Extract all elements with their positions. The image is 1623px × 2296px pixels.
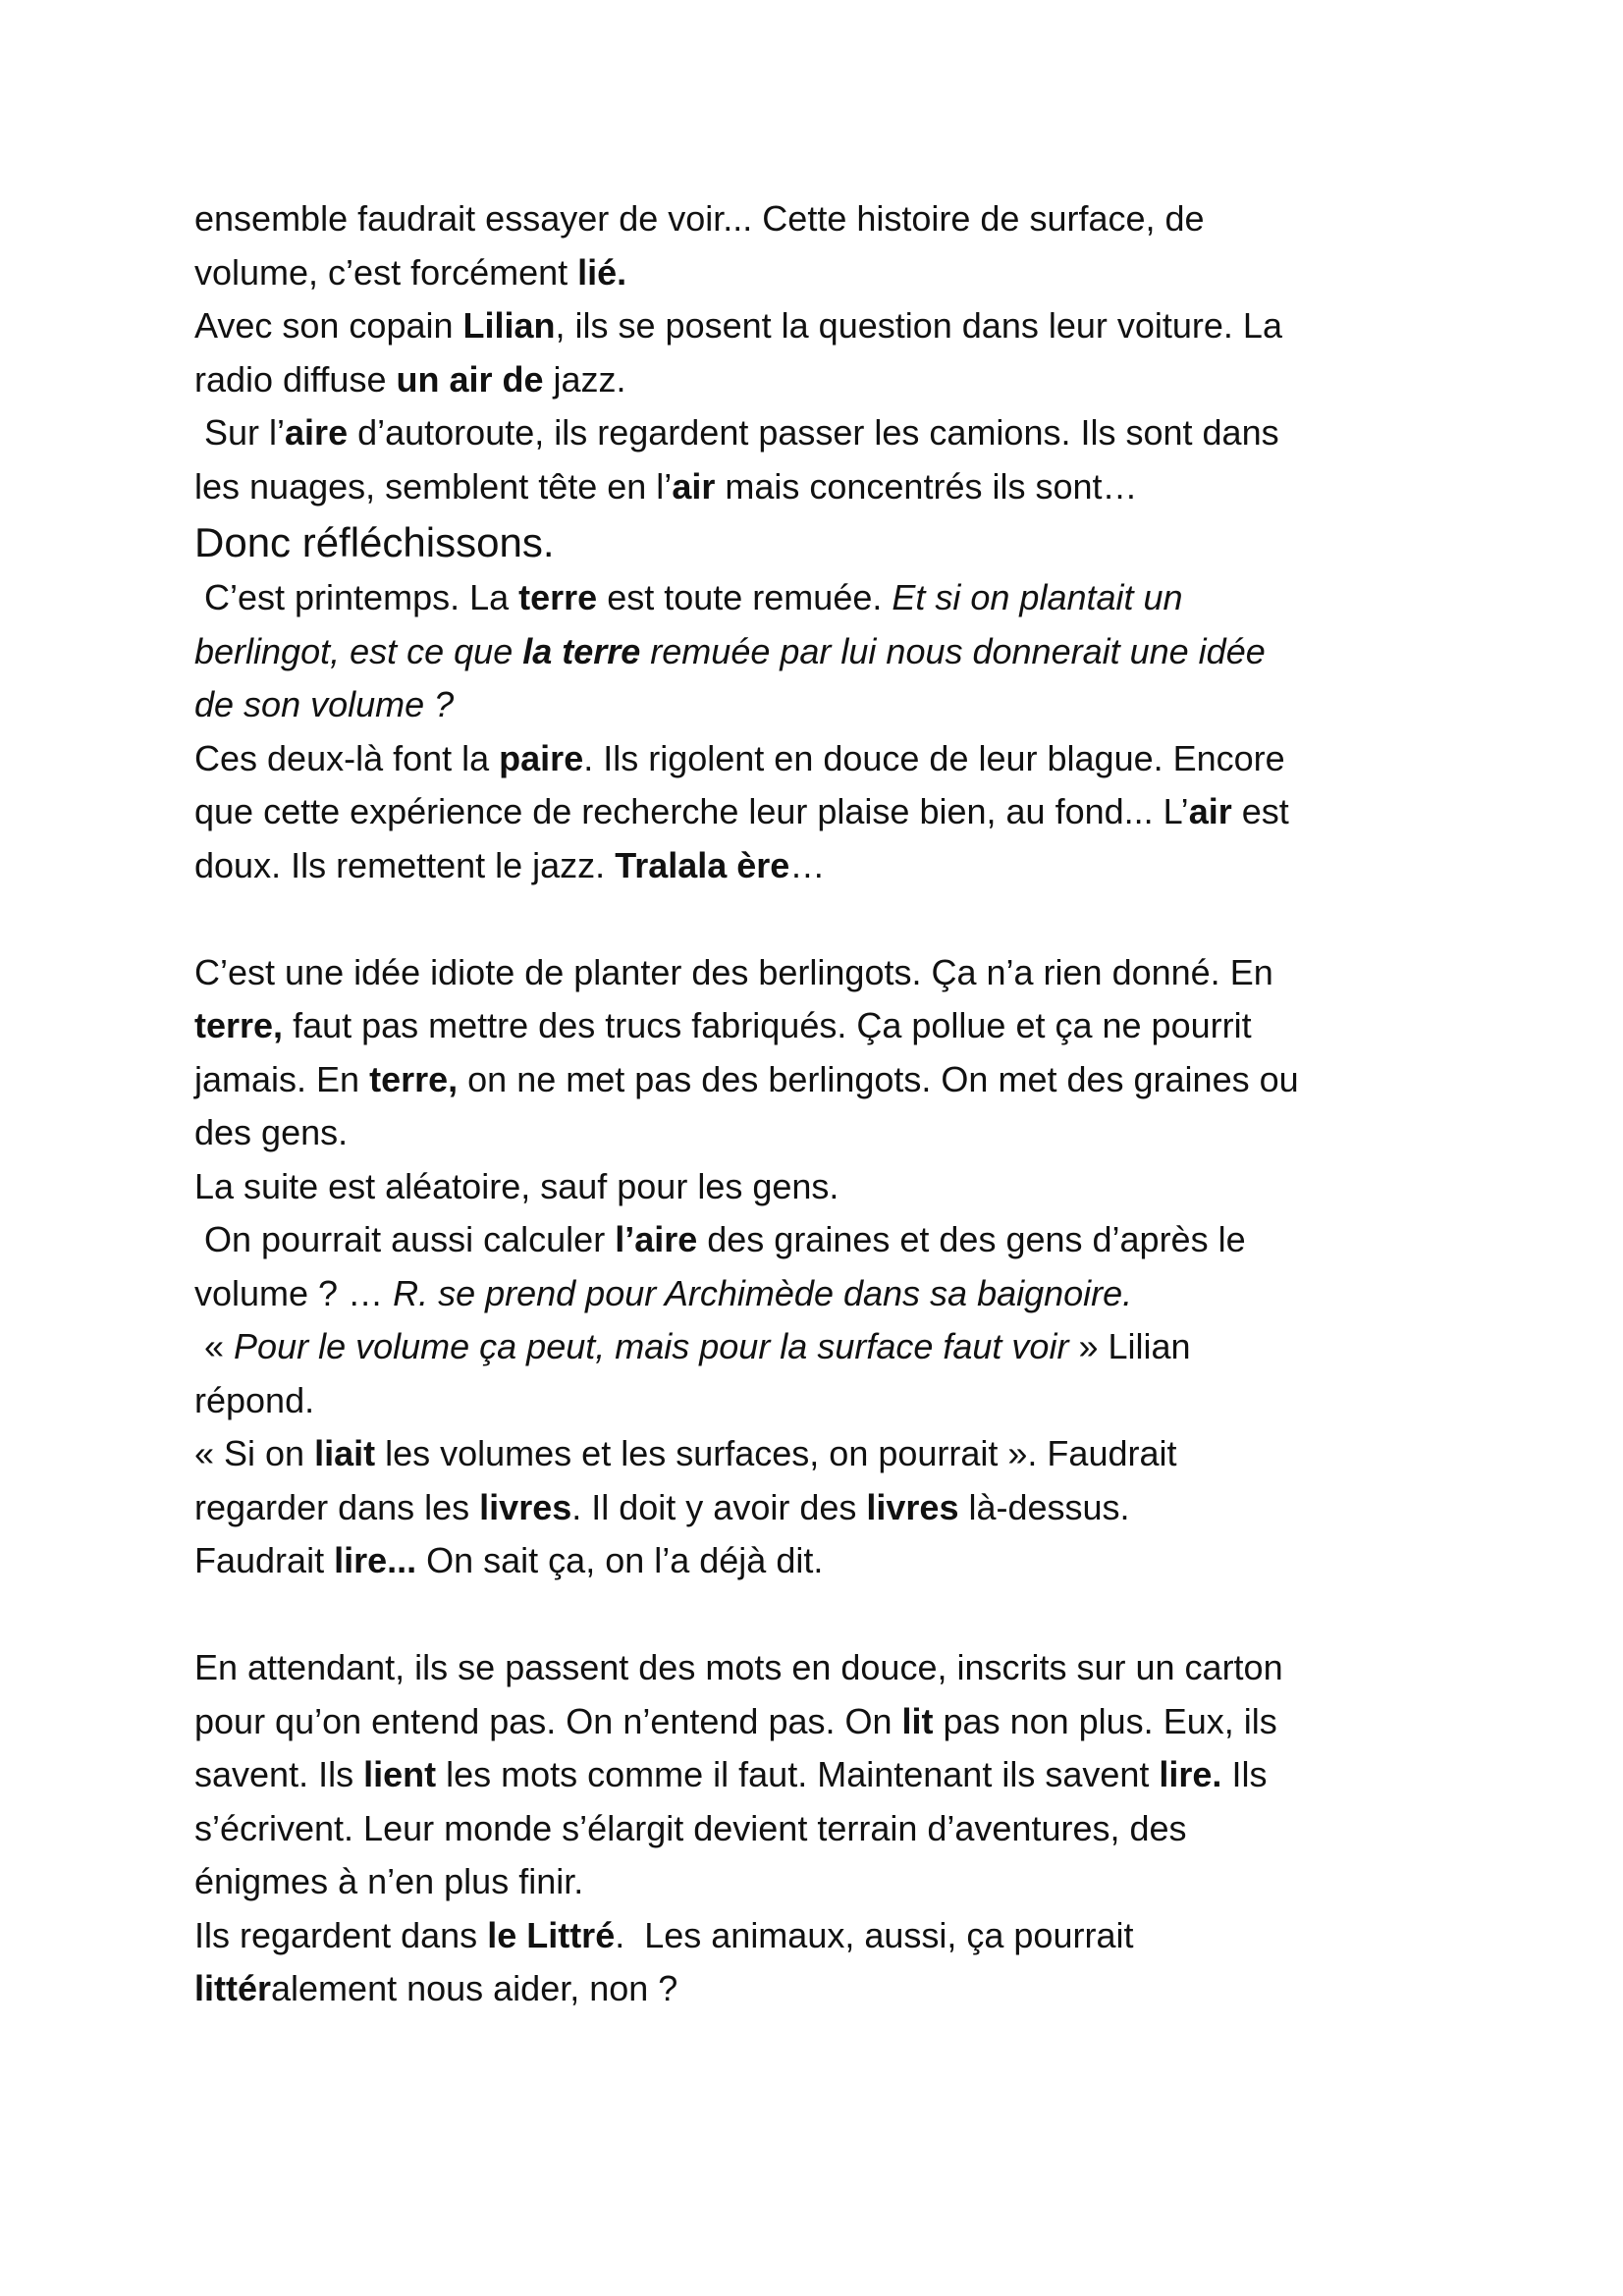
emphasized-word: lire... <box>334 1540 417 1580</box>
text-run: la terre <box>522 630 641 671</box>
text-run: Avec son copain <box>194 305 463 346</box>
text-line <box>194 1481 1490 1535</box>
emphasized-word: air <box>1188 791 1232 831</box>
text-run: Donc réfléchissons. <box>194 519 555 565</box>
italic-run: de son volume ? <box>194 684 455 724</box>
paragraph <box>194 946 1490 1160</box>
text-run: pour qu’on entend pas. On n’entend pas. On <box>194 1700 902 1741</box>
text-line <box>194 1160 1490 1214</box>
text-line <box>194 1534 1490 1588</box>
text-line <box>194 299 1490 353</box>
italic-run: R. se prend pour Archimède dans sa baignoire. <box>393 1272 1133 1313</box>
emphasized-word: livres <box>866 1486 959 1527</box>
text-run: Ils <box>1221 1754 1268 1794</box>
emphasized-word <box>522 631 640 671</box>
text-run: Faudrait <box>194 1540 335 1580</box>
text-run: volume, c’est forcément <box>194 251 578 293</box>
text-line <box>194 513 1490 571</box>
paragraph <box>194 1160 1490 1214</box>
text-run: des gens. <box>194 1112 349 1152</box>
text-run: des graines et des gens d’après le <box>697 1219 1246 1259</box>
paragraph <box>194 192 1490 299</box>
text-run: les volumes et les surfaces, on pourrait ». Faudrait <box>375 1433 1177 1473</box>
emphasized-word: liait <box>314 1433 376 1473</box>
text-line <box>194 1427 1490 1481</box>
blank-line <box>194 892 1490 946</box>
text-run: alement nous aider, non ? <box>271 1968 678 2008</box>
paragraph <box>194 513 1490 571</box>
text-run: doux. Ils remettent le jazz. <box>194 844 616 885</box>
text-run: On sait ça, on l’a déjà dit. <box>416 1540 824 1580</box>
text-run: En attendant, ils se passent des mots en douce, inscrits sur un carton <box>194 1647 1283 1687</box>
emphasized-word: l’aire <box>615 1219 698 1259</box>
text-run: La suite est aléatoire, sauf pour les gens. <box>194 1165 839 1206</box>
text-run: là-dessus. <box>958 1486 1130 1527</box>
text-line <box>194 1641 1490 1695</box>
paragraph <box>194 406 1490 513</box>
text-line <box>194 1374 1490 1428</box>
text-run: On pourrait aussi calculer <box>194 1219 616 1259</box>
text-line <box>194 946 1490 1000</box>
text-run: ensemble faudrait essayer de voir... Cette histoire de surface, de <box>194 198 1205 239</box>
text-line <box>194 1106 1490 1160</box>
text-run: radio diffuse <box>194 358 397 400</box>
text-run: » Lilian <box>1068 1326 1191 1366</box>
text-run: les nuages, semblent tête en l’ <box>194 465 673 507</box>
text-run: d’autoroute, ils regardent passer les camions. Ils sont dans <box>348 412 1279 453</box>
text-run: on ne met pas des berlingots. On met des graines ou <box>458 1058 1299 1099</box>
text-run: jazz. <box>543 358 626 400</box>
emphasized-word: lire. <box>1159 1754 1222 1794</box>
text-run: regarder dans les <box>194 1486 480 1527</box>
text-line <box>194 460 1490 514</box>
emphasized-word: le Littré <box>487 1914 616 1955</box>
text-run: . Les animaux, aussi, ça pourrait <box>615 1914 1134 1955</box>
text-line <box>194 1267 1490 1321</box>
text-run: savent. Ils <box>194 1754 364 1794</box>
emphasized-word: terre, <box>369 1058 459 1099</box>
emphasized-word: Tralala ère <box>615 844 790 885</box>
text-run: énigmes à n’en plus finir. <box>194 1861 584 1901</box>
italic-run: Et si on plantait un <box>892 577 1183 617</box>
text-run: répond. <box>194 1379 315 1420</box>
text-run: … <box>789 844 826 885</box>
text-line <box>194 1802 1490 1856</box>
text-run: est toute remuée. <box>597 577 893 617</box>
emphasized-word: paire <box>499 737 584 778</box>
text-line <box>194 839 1490 893</box>
text-run: les mots comme il faut. Maintenant ils savent <box>436 1754 1160 1794</box>
emphasized-word: littér <box>194 1968 272 2008</box>
text-line <box>194 192 1490 246</box>
italic-run: berlingot, est ce que <box>194 630 523 671</box>
paragraph <box>194 1320 1490 1427</box>
paragraph <box>194 1641 1490 1909</box>
text-line <box>194 1053 1490 1107</box>
text-line <box>194 1748 1490 1802</box>
text-line <box>194 1855 1490 1909</box>
text-run: , ils se posent la question dans leur voiture. La <box>555 305 1282 346</box>
text-run: volume ? … <box>194 1272 394 1313</box>
text-run: jamais. En <box>194 1058 370 1099</box>
emphasized-word: Lilian <box>462 305 556 346</box>
text-line <box>194 1695 1490 1749</box>
text-run: C’est une idée idiote de planter des berlingots. Ça n’a rien donné. En <box>194 951 1273 992</box>
document-page <box>194 192 1490 2016</box>
text-line <box>194 678 1490 732</box>
blank-line <box>194 1588 1490 1642</box>
text-line <box>194 785 1490 839</box>
text-run: . Il doit y avoir des <box>571 1486 867 1527</box>
text-line <box>194 732 1490 786</box>
text-run: Ils regardent dans <box>194 1914 488 1955</box>
text-line <box>194 1213 1490 1267</box>
text-run: est <box>1231 791 1289 831</box>
emphasized-word: air <box>672 465 716 507</box>
text-line <box>194 999 1490 1053</box>
emphasized-word: livres <box>479 1486 572 1527</box>
italic-run: remuée par lui nous donnerait une idée <box>640 630 1266 671</box>
paragraph <box>194 571 1490 732</box>
text-run: Sur l’ <box>194 412 286 453</box>
emphasized-word: lient <box>363 1754 437 1794</box>
text-run: que cette expérience de recherche leur plaise bien, au fond... L’ <box>194 791 1189 831</box>
text-run: faut pas mettre des trucs fabriqués. Ça pollue et ça ne pourrit <box>283 1005 1252 1045</box>
paragraph <box>194 1213 1490 1320</box>
text-line <box>194 246 1490 300</box>
emphasized-word: terre <box>518 577 598 617</box>
text-line <box>194 353 1490 407</box>
text-line <box>194 1909 1490 1963</box>
text-line <box>194 1320 1490 1374</box>
text-run: « Si on <box>194 1433 315 1473</box>
paragraph <box>194 1427 1490 1588</box>
paragraph <box>194 299 1490 406</box>
paragraph <box>194 1909 1490 2016</box>
text-line <box>194 406 1490 460</box>
emphasized-word: lié. <box>577 251 627 293</box>
paragraph <box>194 732 1490 893</box>
text-run: Ces deux-là font la <box>194 737 500 778</box>
text-run: C’est printemps. La <box>194 577 519 617</box>
emphasized-word: terre, <box>194 1005 284 1045</box>
text-line <box>194 1962 1490 2016</box>
text-run: mais concentrés ils sont… <box>715 465 1138 507</box>
text-run: pas non plus. Eux, ils <box>933 1700 1277 1741</box>
text-line <box>194 571 1490 625</box>
italic-run: Pour le volume ça peut, mais pour la surface faut voir <box>234 1326 1069 1366</box>
text-run: s’écrivent. Leur monde s’élargit devient terrain d’aventures, des <box>194 1807 1187 1848</box>
emphasized-word: un air de <box>396 358 544 400</box>
text-run: « <box>194 1326 235 1366</box>
emphasized-word: aire <box>285 412 349 453</box>
text-line <box>194 625 1490 679</box>
emphasized-word: lit <box>901 1700 934 1741</box>
text-run: . Ils rigolent en douce de leur blague. Encore <box>583 737 1285 778</box>
